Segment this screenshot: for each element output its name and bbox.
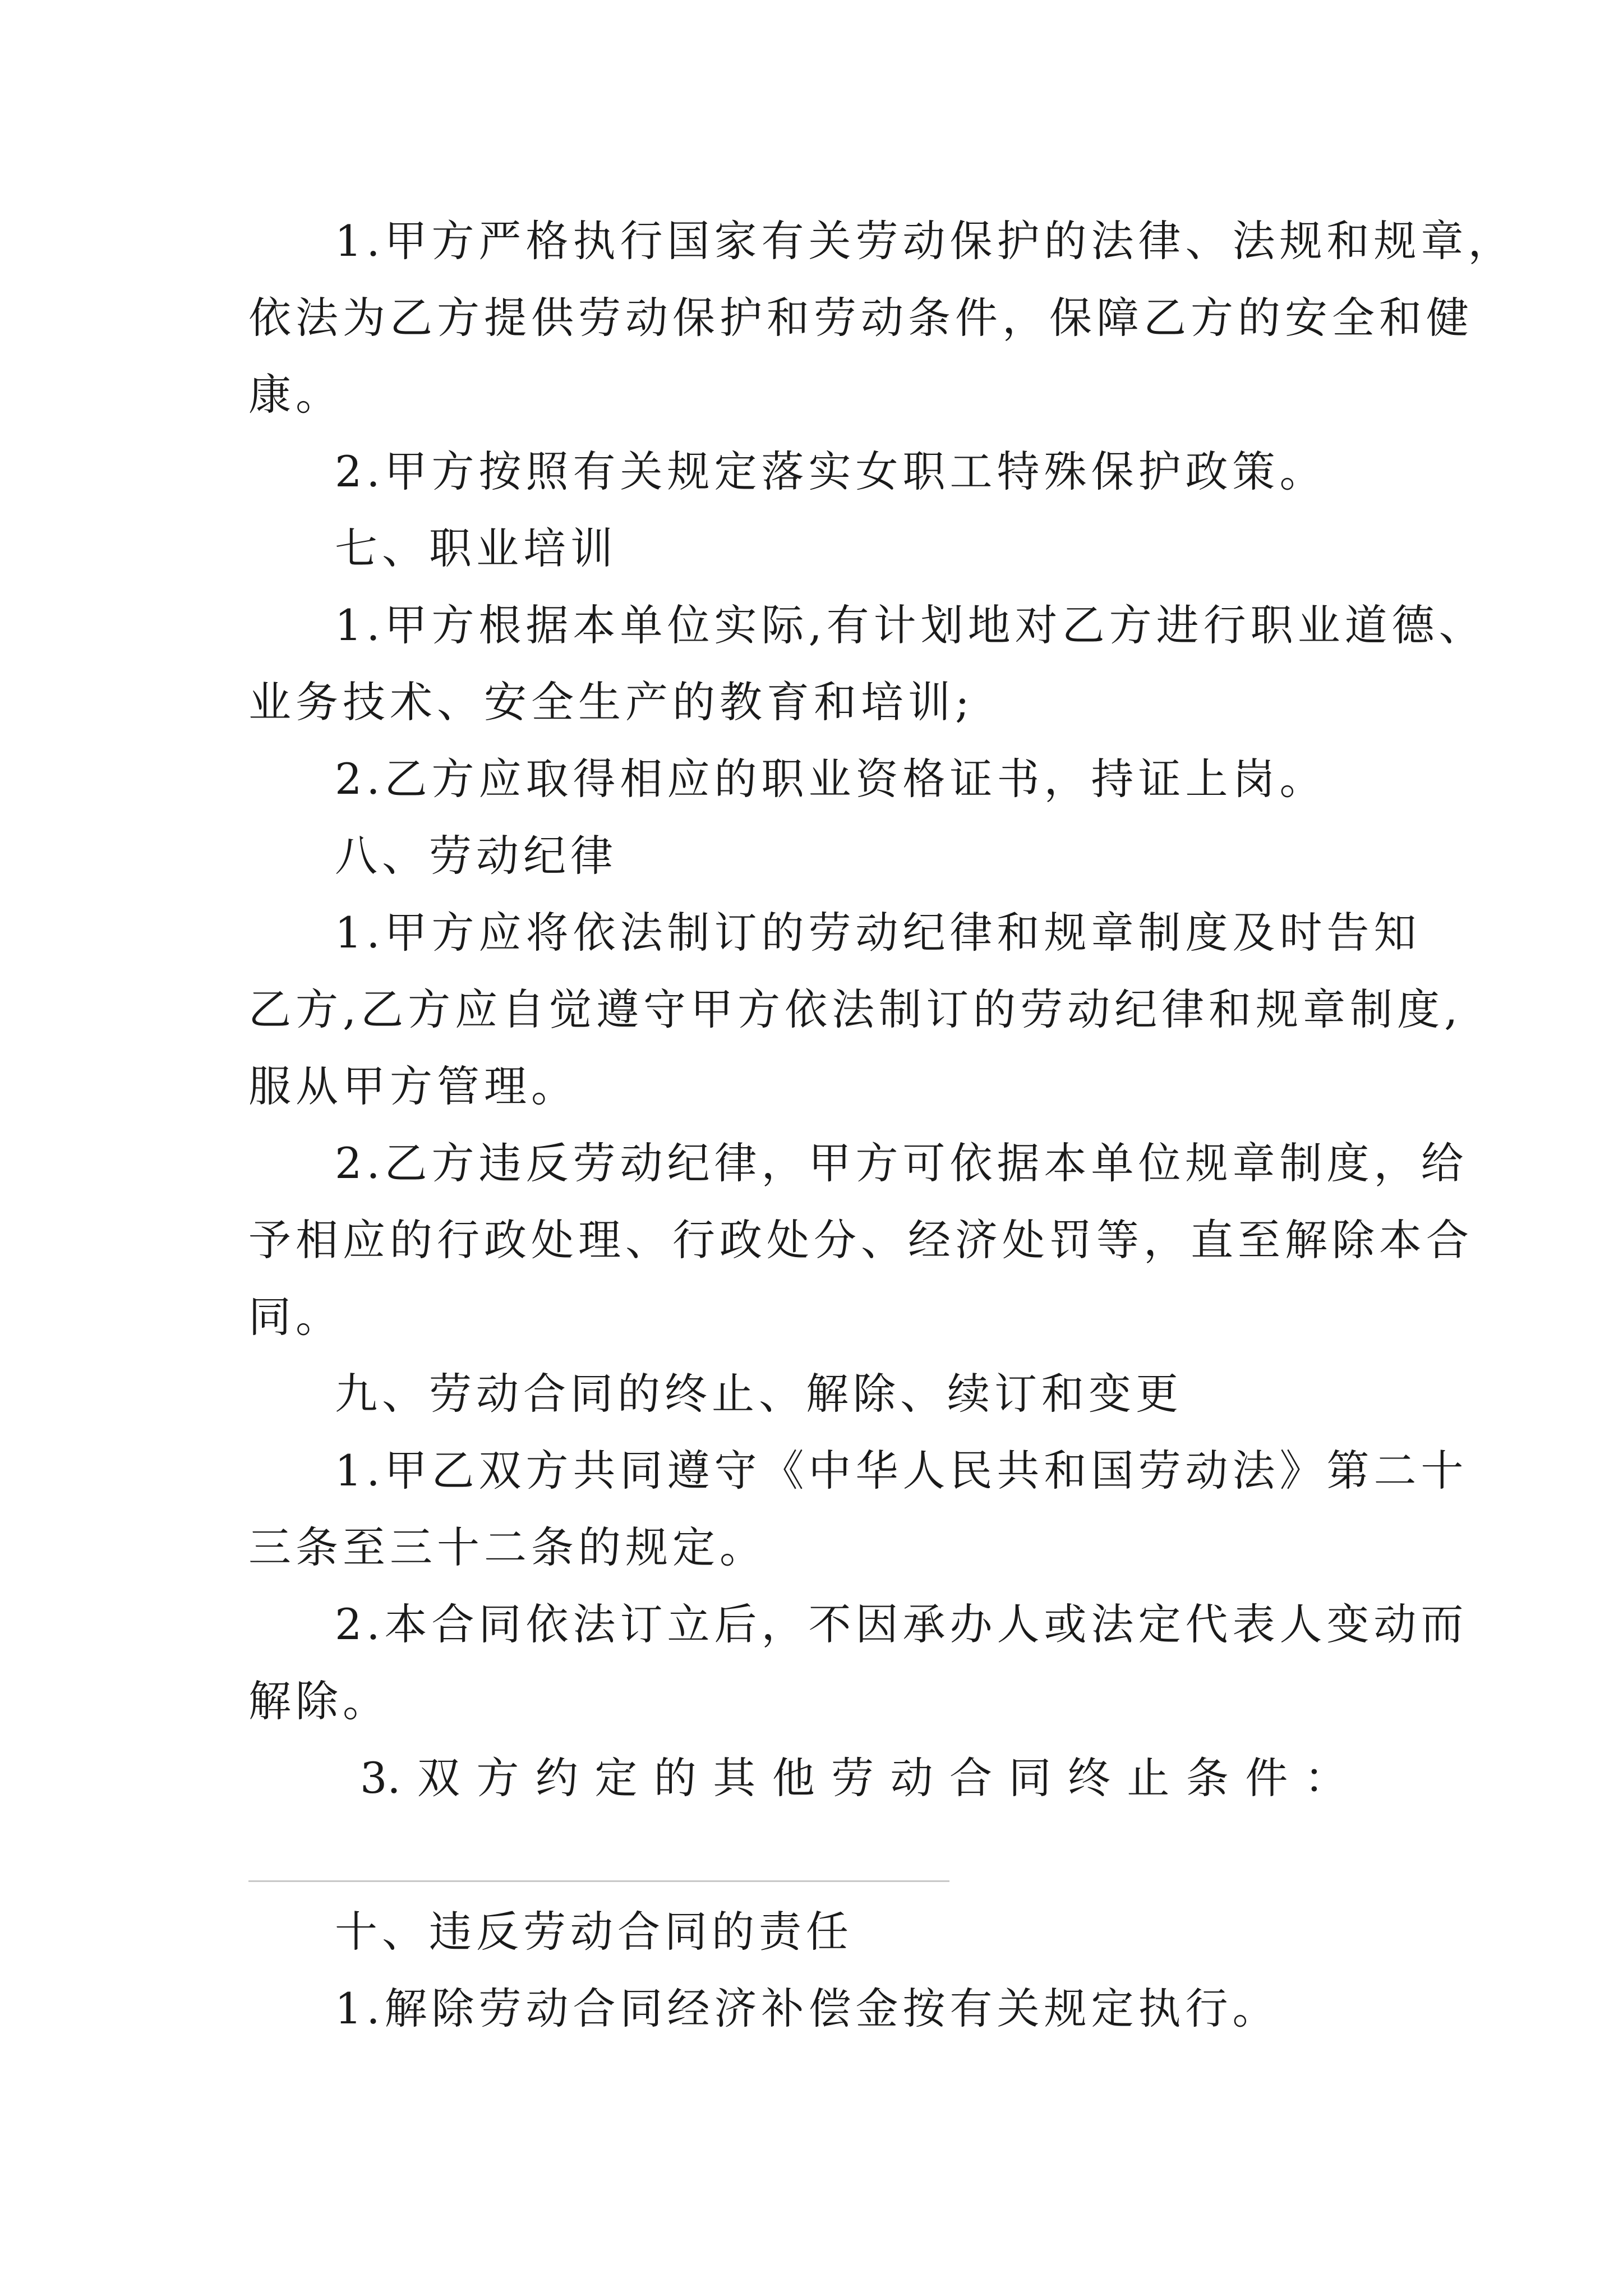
spread-character: 合 [949, 1753, 993, 1803]
spread-character: 约 [535, 1753, 578, 1803]
spread-character: ： [1304, 1753, 1347, 1803]
spread-character: 动 [890, 1753, 933, 1803]
paragraph-line: 1.甲方严格执行国家有关劳动保护的法律、法规和规章， [335, 216, 1515, 266]
spread-character: 条 [1186, 1753, 1229, 1803]
paragraph-line [360, 1750, 1347, 1806]
paragraph-line: 依法为乙方提供劳动保护和劳动条件，保障乙方的安全和健 [248, 293, 1473, 343]
paragraph-line: 三条至三十二条的规定。 [248, 1522, 767, 1572]
paragraph-line: 业务技术、安全生产的教育和培训; [248, 677, 974, 727]
spread-character: 其 [713, 1753, 756, 1803]
paragraph-line: 1.甲方应将依法制订的劳动纪律和规章制度及时告知 [335, 908, 1421, 958]
section-heading: 十、违反劳动合同的责任 [335, 1907, 853, 1957]
paragraph-line: 解除。 [248, 1676, 390, 1726]
paragraph-line: 康。 [248, 370, 343, 420]
section-heading: 七、职业培训 [335, 523, 617, 573]
paragraph-line: 2.乙方应取得相应的职业资格证书，持证上岗。 [335, 754, 1327, 804]
paragraph-line: 2.乙方违反劳动纪律，甲方可依据本单位规章制度，给 [335, 1138, 1468, 1188]
section-heading: 九、劳动合同的终止、解除、续订和变更 [335, 1369, 1183, 1419]
paragraph-line: 2.本合同依法订立后，不因承办人或法定代表人变动而 [335, 1599, 1468, 1649]
paragraph-line: 1.甲乙双方共同遵守《中华人民共和国劳动法》第二十 [335, 1446, 1468, 1496]
spread-character: 终 [1067, 1753, 1110, 1803]
section-heading: 八、劳动纪律 [335, 831, 617, 881]
paragraph-line: 予相应的行政处理、行政处分、经济处罚等，直至解除本合 [248, 1215, 1473, 1265]
paragraph-line: 1.甲方根据本单位实际,有计划地对乙方进行职业道德、 [335, 600, 1486, 650]
spread-character: 定 [594, 1753, 638, 1803]
paragraph-line: 2.甲方按照有关规定落实女职工特殊保护政策。 [335, 447, 1327, 496]
fill-in-blank-line [248, 1880, 949, 1882]
paragraph-line: 同。 [248, 1292, 343, 1342]
paragraph-line: 1.解除劳动合同经济补偿金按有关规定执行。 [335, 1984, 1280, 2033]
spread-character: 同 [1008, 1753, 1052, 1803]
spread-character: 件 [1245, 1753, 1288, 1803]
paragraph-line: 乙方,乙方应自觉遵守甲方依法制订的劳动纪律和规章制度, [248, 984, 1463, 1034]
paragraph-line: 服从甲方管理。 [248, 1061, 578, 1111]
spread-character: 止 [1127, 1753, 1170, 1803]
spread-character: 3. [360, 1753, 401, 1803]
spread-character: 方 [476, 1753, 519, 1803]
spread-character: 劳 [831, 1753, 874, 1803]
spread-character: 的 [653, 1753, 697, 1803]
spread-character: 双 [417, 1753, 460, 1803]
spread-character: 他 [772, 1753, 815, 1803]
